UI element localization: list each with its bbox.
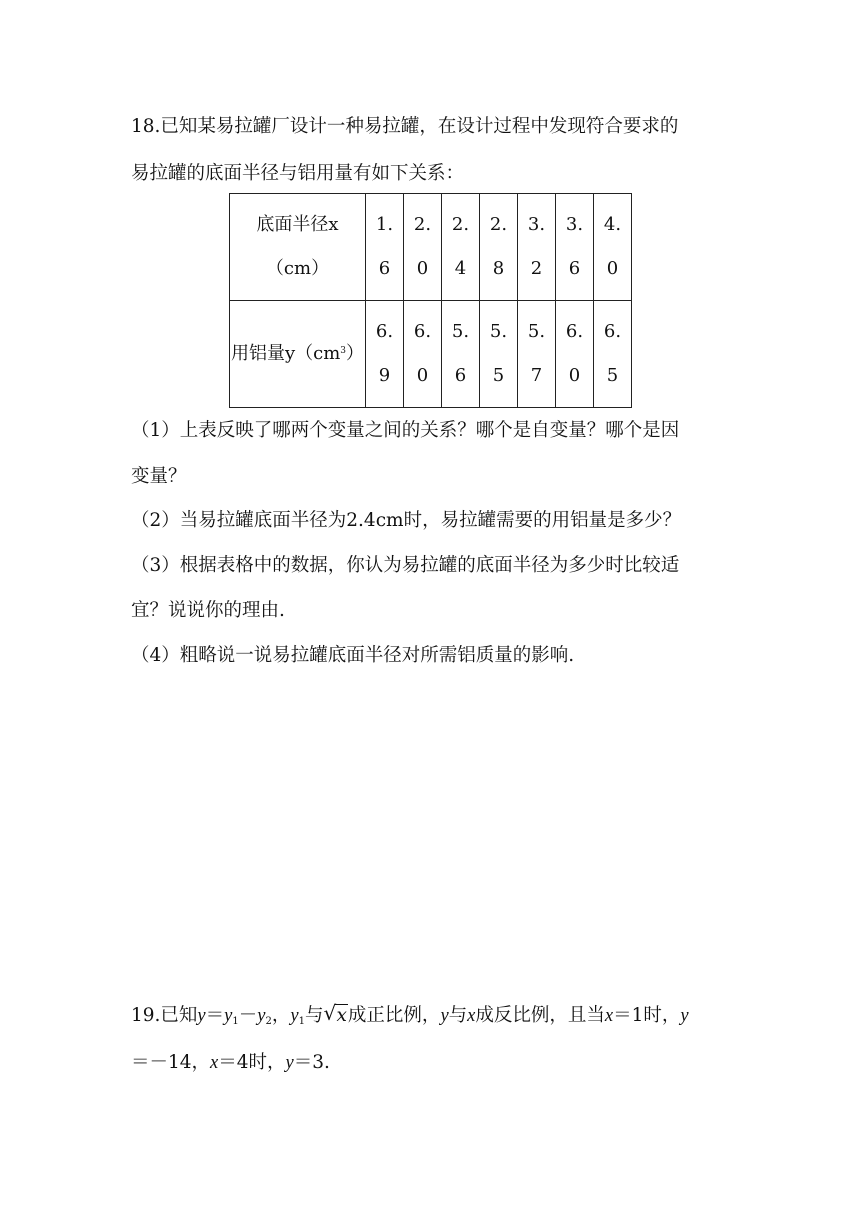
q18-sub3-line-2: 宜？说说你的理由. <box>131 600 285 621</box>
radius-value-cell: 2. 4 <box>442 194 480 301</box>
aluminum-value-cell: 6. 5 <box>594 301 632 408</box>
radius-header-cell <box>230 194 366 301</box>
aluminum-header-cell <box>230 301 366 408</box>
q18-sub4: （4）粗略说一说易拉罐底面半径对所需铝质量的影响. <box>131 645 575 666</box>
q18-sub3-line-1: （3）根据表格中的数据，你认为易拉罐的底面半径为多少时比较适 <box>131 555 680 576</box>
radius-header-label: 底面半径x <box>256 214 339 235</box>
aluminum-value-cell: 6. 0 <box>556 301 594 408</box>
radius-value-cell: 4. 0 <box>594 194 632 301</box>
q18-sub2: （2）当易拉罐底面半径为2.4cm时，易拉罐需要的用铝量是多少？ <box>131 510 682 531</box>
radius-value-cell: 1. 6 <box>366 194 404 301</box>
aluminum-value-cell: 6. 0 <box>404 301 442 408</box>
radius-header-unit: （cm） <box>265 258 330 279</box>
table-row-radius <box>230 194 632 301</box>
radius-value-cell: 2. 0 <box>404 194 442 301</box>
radius-value-cell: 3. 6 <box>556 194 594 301</box>
aluminum-header-close: ） <box>346 343 365 364</box>
radius-aluminum-table <box>229 193 632 408</box>
q18-sub1-line-1: （1）上表反映了哪两个变量之间的关系？哪个是自变量？哪个是因 <box>131 420 680 441</box>
aluminum-value-cell: 5. 6 <box>442 301 480 408</box>
aluminum-header-label: 用铝量y（cm <box>230 343 341 364</box>
table-row-aluminum <box>230 301 632 408</box>
q18-line-2: 易拉罐的底面半径与铝用量有如下关系： <box>131 163 465 184</box>
aluminum-value-cell: 6. 9 <box>366 301 404 408</box>
q18-line-1: 18.已知某易拉罐厂设计一种易拉罐，在设计过程中发现符合要求的 <box>131 116 679 137</box>
q19-line-2: ＝－14，x＝4时，y＝3. <box>131 1052 330 1073</box>
q19-line-1: 19.已知$y=y_1-y_2$，$y_1$与√ x成正比例，y与x成反比例，且当x＝1时，y <box>131 1003 689 1029</box>
aluminum-value-cell: 5. 7 <box>518 301 556 408</box>
radius-value-cell: 2. 8 <box>480 194 518 301</box>
aluminum-value-cell: 5. 5 <box>480 301 518 408</box>
q18-sub1-line-2: 变量？ <box>131 466 187 487</box>
cubic-superscript: 3 <box>340 346 347 356</box>
radius-value-cell: 3. 2 <box>518 194 556 301</box>
square-root-x: √ x <box>323 1003 347 1029</box>
